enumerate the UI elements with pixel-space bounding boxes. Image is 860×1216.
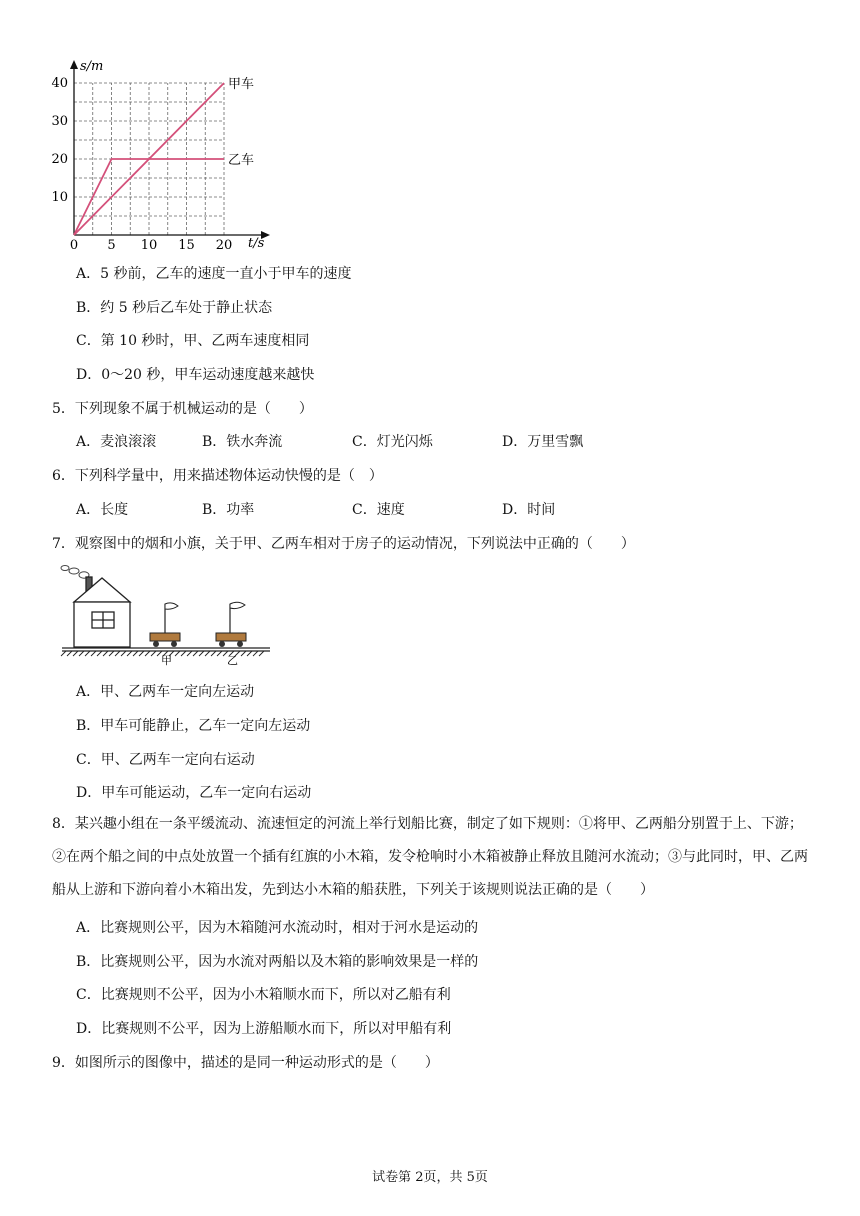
ground-hatch xyxy=(211,651,216,656)
q4-option-b: B．约 5 秒后乙车处于静止状态 xyxy=(76,300,273,316)
ground-hatch xyxy=(241,651,246,656)
ground-hatch xyxy=(181,651,186,656)
ground-hatch xyxy=(205,651,210,656)
graph-series xyxy=(74,77,254,235)
x-tick-label: 0 xyxy=(69,238,79,253)
x-tick-label: 10 xyxy=(140,238,158,253)
y-tick-label: 30 xyxy=(51,114,68,129)
ground-hatch xyxy=(91,651,96,656)
ground-hatch xyxy=(187,651,192,656)
series-label-2: 乙车 xyxy=(228,153,255,168)
ground-hatch xyxy=(97,651,102,656)
ground-hatch xyxy=(217,651,222,656)
house-and-carts-figure xyxy=(60,560,275,670)
q5-stem: 5．下列现象不属于机械运动的是（ ） xyxy=(52,401,313,417)
ground-hatch xyxy=(61,651,66,656)
q4-option-d: D．0～20 秒，甲车运动速度越来越快 xyxy=(76,367,315,383)
x-tick-label: 15 xyxy=(178,238,195,253)
q7-stem: 7．观察图中的烟和小旗，关于甲、乙两车相对于房子的运动情况，下列说法中正确的（ ） xyxy=(52,536,635,552)
ground-hatch xyxy=(247,651,252,656)
cart-jia-icon xyxy=(150,603,180,647)
series-label-1: 甲车 xyxy=(228,77,255,92)
s-t-graph xyxy=(40,50,300,255)
q6-stem: 6．下列科学量中，用来描述物体运动快慢的是（ ） xyxy=(52,468,383,484)
q7-option-c: C．甲、乙两车一定向右运动 xyxy=(76,752,255,768)
x-tick-label: 5 xyxy=(107,238,116,253)
smoke-icon xyxy=(61,566,89,579)
y-tick-labels xyxy=(51,76,68,205)
house-icon xyxy=(74,577,130,647)
ground-hatch xyxy=(67,651,72,656)
y-tick-label: 40 xyxy=(51,76,68,91)
q8-option-d: D．比赛规则不公平，因为上游船顺水而下，所以对甲船有利 xyxy=(76,1021,452,1037)
q9-stem: 9．如图所示的图像中，描述的是同一种运动形式的是（ ） xyxy=(52,1055,439,1071)
q8-option-c: C．比赛规则不公平，因为小木箱顺水而下，所以对乙船有利 xyxy=(76,987,451,1003)
ground-hatch xyxy=(175,651,180,656)
x-axis-label: t/s xyxy=(248,236,265,251)
y-axis-label: s/m xyxy=(80,59,104,74)
q4-option-c: C．第 10 秒时，甲、乙两车速度相同 xyxy=(76,333,310,349)
q5-option-a: A．麦浪滚滚 xyxy=(76,434,157,450)
x-tick-label: 20 xyxy=(215,238,233,253)
cart-jia-label: 甲 xyxy=(161,654,172,667)
q7-option-a: A．甲、乙两车一定向左运动 xyxy=(76,684,255,700)
ground-hatch xyxy=(145,651,150,656)
q6-option-d: D．时间 xyxy=(502,502,556,518)
q5-option-c: C．灯光闪烁 xyxy=(352,434,433,450)
q6-option-a: A．长度 xyxy=(76,502,129,518)
y-tick-label: 10 xyxy=(51,190,68,205)
q5-option-b: B．铁水奔流 xyxy=(202,434,283,450)
q4-option-a: A．5 秒前，乙车的速度一直小于甲车的速度 xyxy=(76,266,352,282)
q6-option-b: B．功率 xyxy=(202,502,255,518)
ground-hatch xyxy=(73,651,78,656)
ground-hatch xyxy=(151,651,156,656)
ground-hatch xyxy=(193,651,198,656)
ground-hatch xyxy=(253,651,258,656)
q8-option-a: A．比赛规则公平，因为木箱随河水流动时，相对于河水是运动的 xyxy=(76,920,479,936)
q7-option-d: D．甲车可能运动，乙车一定向右运动 xyxy=(76,785,312,801)
ground-hatch xyxy=(199,651,204,656)
ground-line xyxy=(62,648,270,651)
q7-option-b: B．甲车可能静止，乙车一定向左运动 xyxy=(76,718,311,734)
q5-option-d: D．万里雪飘 xyxy=(502,434,584,450)
ground-hatch xyxy=(121,651,126,656)
ground-hatch xyxy=(79,651,84,656)
q8-stem: 8．某兴趣小组在一条平缓流动、流速恒定的河流上举行划船比赛，制定了如下规则：①将甲、乙两船分别置于上、下游；②在两个船之间的中点处放置一个插有红旗的小木箱，发令枪响时小木箱被静止释放且随河水流动；③与此同时，甲、乙两船从上游和下游向着小木箱出发，先到达小木箱的船获胜，下列关于该规则说法正确的是（ ） xyxy=(52,816,808,898)
ground-hatch xyxy=(109,651,114,656)
cart-yi-icon xyxy=(216,602,246,647)
cart-yi-label: 乙 xyxy=(227,654,238,667)
ground-hatch xyxy=(103,651,108,656)
ground-hatch xyxy=(127,651,132,656)
ground-hatch xyxy=(139,651,144,656)
x-tick-labels xyxy=(70,238,232,253)
ground-hatch xyxy=(85,651,90,656)
page-footer: 试卷第 2页，共 5页 xyxy=(372,1170,488,1185)
q6-option-c: C．速度 xyxy=(352,502,405,518)
ground-hatch xyxy=(115,651,120,656)
y-tick-label: 20 xyxy=(51,152,68,167)
ground-hatch xyxy=(133,651,138,656)
ground-hatch xyxy=(259,651,264,656)
q8-option-b: B．比赛规则公平，因为水流对两船以及木箱的影响效果是一样的 xyxy=(76,954,479,970)
